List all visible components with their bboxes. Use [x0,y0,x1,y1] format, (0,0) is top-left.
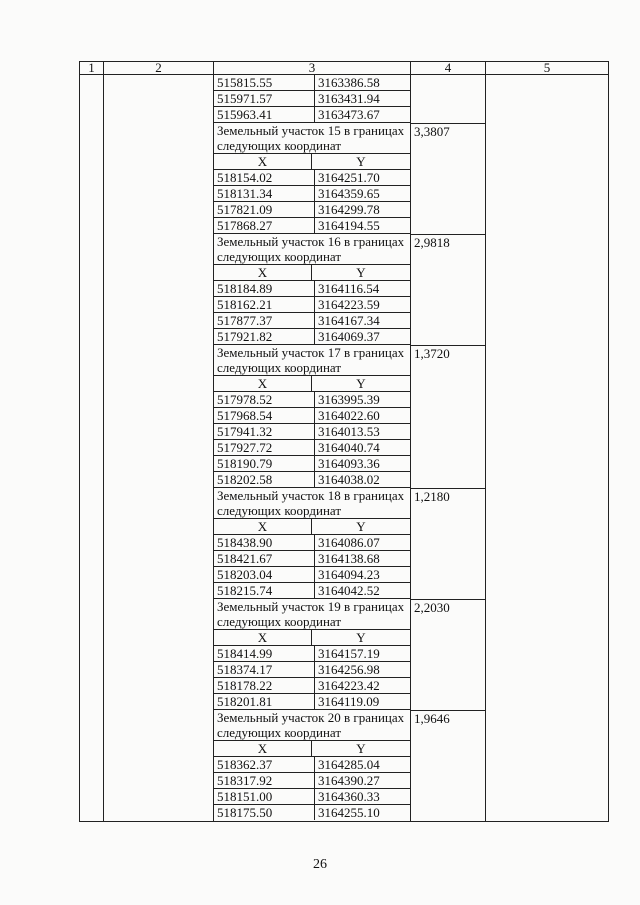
coord-row [214,789,410,805]
plot-block [214,710,410,820]
coord-x: 518202.58 [214,472,315,487]
coord-y: 3164299.78 [318,202,380,217]
coord-x: 517877.37 [214,313,315,328]
coord-x: 518201.81 [214,694,315,709]
coord-x: 517941.32 [214,424,315,439]
coord-row [214,694,410,709]
coord-row [214,805,410,820]
coord-x: 518317.92 [214,773,315,788]
continued-area-blank [411,75,485,124]
coord-row [214,424,410,440]
plot-block [214,488,410,599]
coord-row [214,329,410,344]
header-col-1: 1 [80,62,104,75]
coord-y: 3164022.60 [318,408,380,423]
coord-y: 3164157.19 [318,646,380,661]
coord-header-row [214,154,410,170]
plot-block [214,599,410,710]
coord-row [214,186,410,202]
plot-area: 1,3720 [414,346,450,361]
coord-y: 3164040.74 [318,440,380,455]
coord-x: 517927.72 [214,440,315,455]
coord-header-x: X [214,154,312,169]
coord-y: 3164390.27 [318,773,380,788]
plot-area-block [411,346,485,489]
plot-block [214,234,410,345]
coord-y: 3164069.37 [318,329,380,344]
plot-area-block [411,600,485,711]
coord-row [214,662,410,678]
plot-block [214,123,410,234]
coord-row [214,202,410,218]
plot-block [214,345,410,488]
coord-y: 3163995.39 [318,392,380,407]
coord-row [214,678,410,694]
col-4-cell [411,75,486,822]
coord-row [214,535,410,551]
coord-x: 518414.99 [214,646,315,661]
coord-y: 3163386.58 [318,75,380,90]
coord-header-y: Y [356,376,366,391]
header-col-3: 3 [214,62,411,75]
coord-x: 518438.90 [214,535,315,550]
coord-x: 518362.37 [214,757,315,772]
coord-row [214,472,410,487]
plot-area-block [411,711,485,821]
plot-area: 1,2180 [414,489,450,504]
header-col-2: 2 [104,62,214,75]
continued-coords [214,75,410,123]
coord-header-y: Y [356,741,366,756]
coord-x: 517868.27 [214,218,315,233]
coord-x: 518178.22 [214,678,315,693]
coord-header-row [214,265,410,281]
coord-x: 515971.57 [214,91,315,106]
coord-y: 3164256.98 [318,662,380,677]
coord-y: 3163431.94 [318,91,380,106]
coord-x: 518203.04 [214,567,315,582]
coord-x: 515963.41 [214,107,315,122]
coord-header-x: X [214,519,312,534]
coordinates-table [79,61,609,822]
coord-y: 3164359.65 [318,186,380,201]
coord-row [214,297,410,313]
coord-row [214,773,410,789]
coord-y: 3164223.42 [318,678,380,693]
col-3-cell [214,75,411,822]
coord-x: 518374.17 [214,662,315,677]
plot-title: Земельный участок 20 в границах следующих координат [214,710,410,741]
plot-title: Земельный участок 18 в границах следующих координат [214,488,410,519]
coord-x: 517978.52 [214,392,315,407]
coord-header-x: X [214,741,312,756]
coord-row [214,551,410,567]
coord-header-y: Y [356,519,366,534]
coord-row [214,757,410,773]
coord-row [214,456,410,472]
coord-header-row [214,741,410,757]
coord-x: 518190.79 [214,456,315,471]
coord-x: 515815.55 [214,75,315,90]
coord-header-x: X [214,630,312,645]
coord-y: 3164038.02 [318,472,380,487]
coord-row [214,218,410,233]
coord-row [214,91,410,107]
coord-row [214,313,410,329]
col-2-cell [104,75,214,822]
coord-y: 3164013.53 [318,424,380,439]
coord-y: 3164194.55 [318,218,380,233]
coord-header-row [214,376,410,392]
coord-y: 3164042.52 [318,583,380,598]
coord-header-x: X [214,376,312,391]
coord-row [214,170,410,186]
plot-area-block [411,124,485,235]
plot-area-block [411,235,485,346]
plot-title: Земельный участок 15 в границах следующих координат [214,123,410,154]
coord-y: 3164086.07 [318,535,380,550]
plot-title: Земельный участок 16 в границах следующих координат [214,234,410,265]
col-1-cell [80,75,104,822]
coord-y: 3164285.04 [318,757,380,772]
coord-x: 518175.50 [214,805,315,820]
plot-area: 2,2030 [414,600,450,615]
coord-header-y: Y [356,630,366,645]
header-col-5: 5 [486,62,609,75]
plot-area: 1,9646 [414,711,450,726]
coord-header-x: X [214,265,312,280]
coord-x: 518162.21 [214,297,315,312]
coord-y: 3164223.59 [318,297,380,312]
body-row [80,75,609,822]
plot-title: Земельный участок 17 в границах следующих координат [214,345,410,376]
coord-y: 3164255.10 [318,805,380,820]
coord-header-y: Y [356,265,366,280]
coord-header-y: Y [356,154,366,169]
coord-x: 517968.54 [214,408,315,423]
plot-title: Земельный участок 19 в границах следующих координат [214,599,410,630]
coord-y: 3163473.67 [318,107,380,122]
coord-y: 3164119.09 [318,694,380,709]
coord-x: 518184.89 [214,281,315,296]
coord-y: 3164138.68 [318,551,380,566]
header-col-4: 4 [411,62,486,75]
coord-row [214,75,410,91]
coord-row [214,107,410,122]
coord-x: 518154.02 [214,170,315,185]
coord-x: 518151.00 [214,789,315,804]
coord-row [214,567,410,583]
coord-row [214,281,410,297]
coord-row [214,646,410,662]
coord-y: 3164251.70 [318,170,380,185]
plot-area: 3,3807 [414,124,450,139]
coordinates-table-wrapper [79,61,608,822]
coord-row [214,583,410,598]
plot-area-block [411,489,485,600]
coord-y: 3164116.54 [318,281,380,296]
page-number: 26 [313,857,327,872]
coord-y: 3164093.36 [318,456,380,471]
coord-x: 518421.67 [214,551,315,566]
col-5-cell [486,75,609,822]
coord-row [214,392,410,408]
coord-x: 517821.09 [214,202,315,217]
coord-row [214,440,410,456]
header-row [80,62,609,75]
plot-area: 2,9818 [414,235,450,250]
coord-header-row [214,519,410,535]
coord-x: 517921.82 [214,329,315,344]
coord-header-row [214,630,410,646]
coord-y: 3164167.34 [318,313,380,328]
coord-y: 3164360.33 [318,789,380,804]
coord-x: 518131.34 [214,186,315,201]
coord-row [214,408,410,424]
coord-x: 518215.74 [214,583,315,598]
coord-y: 3164094.23 [318,567,380,582]
